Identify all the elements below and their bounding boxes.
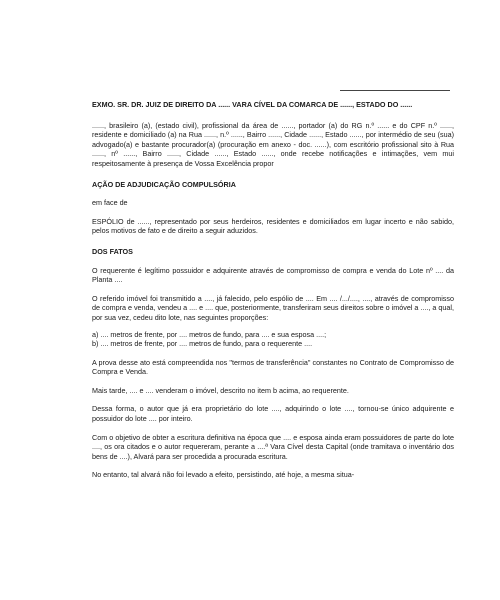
list-item: b) .... metros de frente, por .... metros de fundo, para o requerente .... [92, 339, 313, 349]
facts-paragraph: O requerente é legítimo possuidor e adquirente através de compromisso de compra e venda do Lote nº .... da Planta .... [92, 265, 454, 285]
qualification-paragraph: ......, brasileiro (a), (estado civil), profissional da área de ......, portador (a) do RG n.º ...... e do CPF n.º ......, residente e domiciliado (a) na Rua ......, n.º ......, Bairro ......, Cidade ......, Estado ......, por intermédio de seu (sua) advogado(a) e bastante procurador(a) (procuração em anexo - doc. ......), com escritório profissional sito à Rua ......, nº ......, Bairro ......, Cidade ......, Estado ......, onde recebe notificações e intimações, vem mui respeitosamente à presença de Vossa Excelência propor [92, 120, 454, 168]
facts-paragraph: Mais tarde, .... e .... venderam o imóvel, descrito no item b acima, ao requerente. [92, 385, 349, 395]
facts-paragraph: Dessa forma, o autor que já era proprietário do lote ...., adquirindo o lote ...., tornou-se único adquirente e possuidor do lote .... por inteiro. [92, 404, 454, 424]
list-item: a) .... metros de frente, por .... metros de fundo, para .... e sua esposa ....; [92, 329, 327, 339]
defendant-paragraph: ESPÓLIO de ......, representado por seus herdeiros, residentes e domiciliados em lugar incerto e não sabido, pelos motivos de fato e de direito a seguir aduzidos. [92, 216, 454, 236]
facts-paragraph: O referido imóvel foi transmitido a ...., já falecido, pelo espólio de .... Em .... /.../...., ...., através de compromisso de compra e venda, vendeu a .... e .... que, posteriormente, transferiram seus direitos sobre o imóvel a ...., a qual, por sua vez, cedeu dito lote, nas seguintes proporções: [92, 293, 454, 322]
against-text: em face de [92, 198, 128, 208]
action-title: AÇÃO DE ADJUDICAÇÃO COMPULSÓRIA [92, 179, 236, 189]
document-body [92, 100, 454, 480]
facts-paragraph: A prova desse ato está compreendida nos "termos de transferência" constantes no Contrato de Compromisso de Compra e Venda. [92, 357, 454, 377]
facts-title: DOS FATOS [92, 246, 133, 256]
petition-header: EXMO. SR. DR. JUIZ DE DIREITO DA ...... VARA CÍVEL DA COMARCA DE ......, ESTADO DO ...... [92, 100, 413, 109]
header-rule [340, 90, 450, 91]
facts-paragraph: No entanto, tal alvará não foi levado a efeito, persistindo, até hoje, a mesma situa- [92, 470, 355, 480]
facts-paragraph: Com o objetivo de obter a escritura definitiva na época que .... e esposa ainda eram possuidores de parte do lote ...., os ora citados e o autor requereram, perante a ....ª Vara Cível desta Capital (onde tramitava o inventário dos bens de ....), Alvará para ser procedida a procurada escritura. [92, 432, 454, 461]
